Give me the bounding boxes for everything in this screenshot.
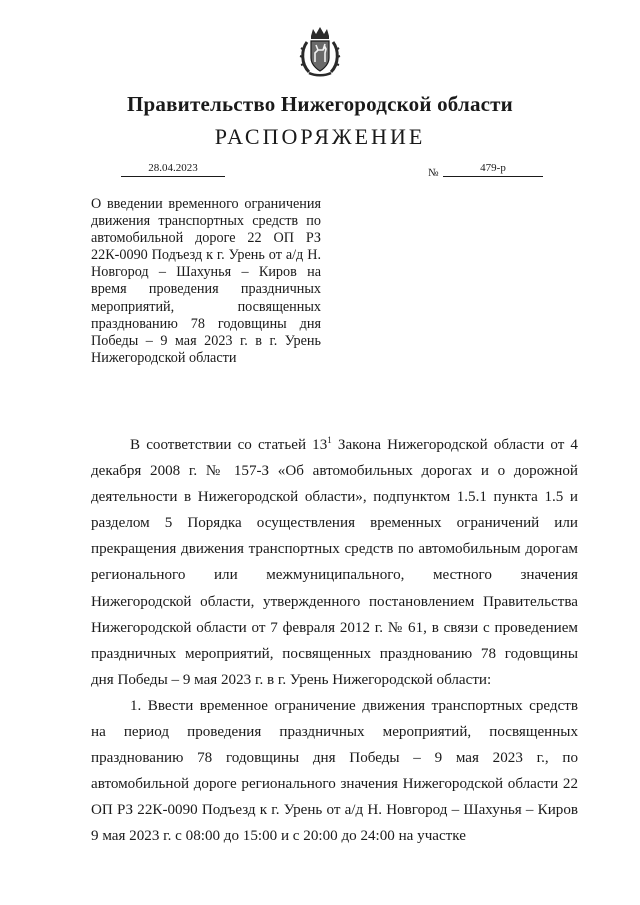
article-superscript: 1	[327, 435, 332, 445]
preamble-rest: Закона Нижегородской области от 4 декабря 2008 г. № 157-З «Об автомобильных дорогах и о дорожной деятельности в Нижегородской области», подпунктом 1.5.1 пункта 1.5 и разделом 5 Порядка осуществления временных ограничений или прекращения движения транспортных средств по автомобильным дорогам регионального или межмуниципального, местного значения Нижегородской области, утвержденного постановлением Правительства Нижегородской области от 7 февраля 2012 г. № 61, в связи с проведением праздничных мероприятий, посвященных празднованию 78 годовщины дня Победы – 9 мая 2023 г. в г. Урень Нижегородской области:	[91, 437, 578, 688]
preamble-start: В соответствии со статьей 13	[130, 437, 328, 453]
document-subject: О введении временного ограничения движения транспортных средств по автомобильной дороге 22 ОП РЗ 22К-0090 Подъезд к г. Урень от а/д Н. Новгород – Шахунья – Киров на время проведения праздничных мероприятий, посвященных празднованию 78 годовщины дня Победы – 9 мая 2023 г. в г. Урень Нижегородской области	[91, 196, 321, 366]
coat-of-arms-icon	[299, 26, 341, 78]
government-title: Правительство Нижегородской области	[127, 92, 513, 116]
paragraph-preamble	[91, 432, 578, 693]
document-date: 28.04.2023	[121, 160, 225, 177]
paragraph-item-1: 1. Ввести временное ограничение движения транспортных средств на период проведения праздничных мероприятий, посвященных празднованию 78 годовщины дня Победы – 9 мая 2023 г., по автомобильной дороге регионального значения Нижегородской области 22 ОП РЗ 22К-0090 Подъезд к г. Урень от а/д Н. Новгород – Шахунья – Киров 9 мая 2023 г. с 08:00 до 15:00 и с 20:00 до 24:00 на участке	[91, 697, 578, 845]
number-sign: №	[428, 167, 439, 179]
document-number: 479-р	[443, 160, 543, 177]
document-body	[91, 432, 578, 850]
document-type: РАСПОРЯЖЕНИЕ	[214, 124, 426, 149]
